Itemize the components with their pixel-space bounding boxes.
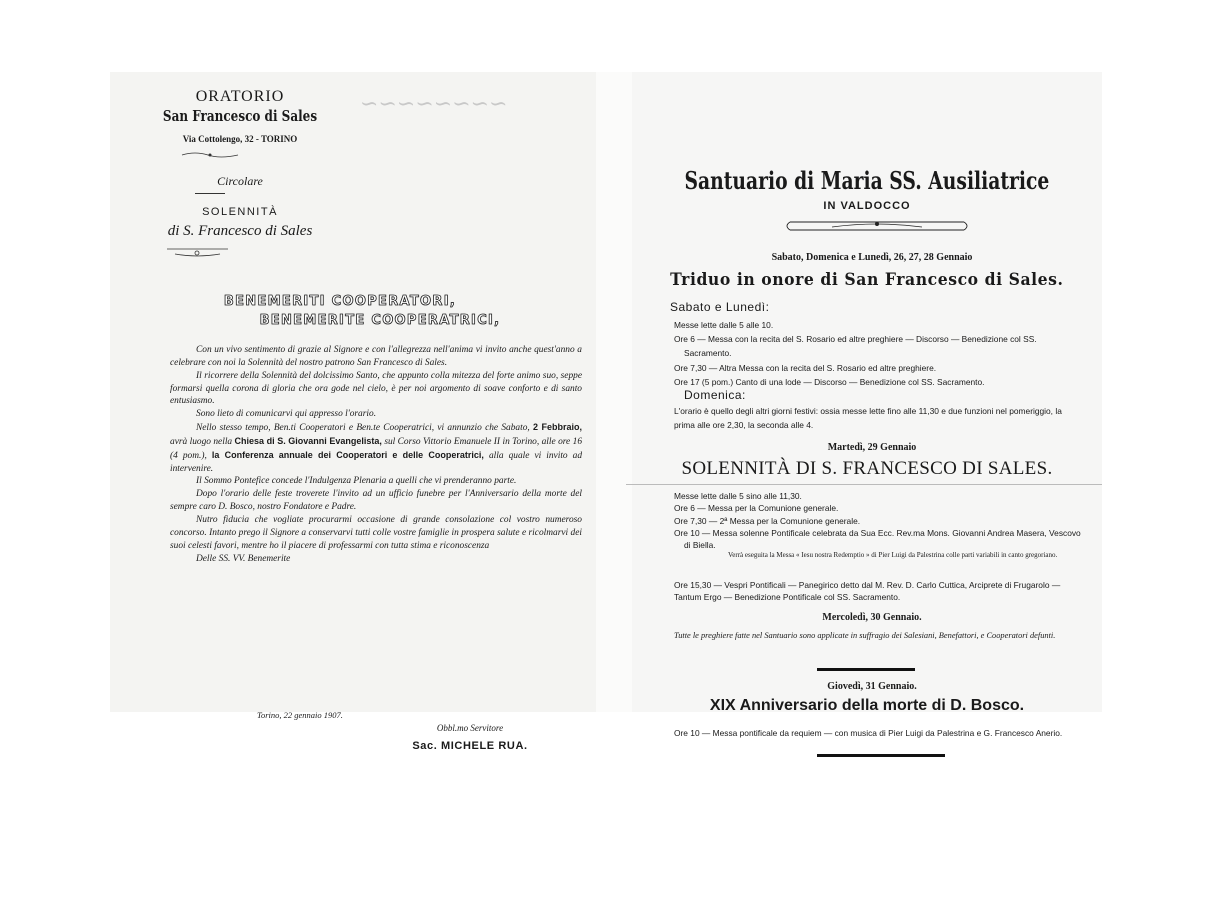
bold-text: 2 Febbraio, xyxy=(533,422,582,433)
org-subtitle: San Francesco di Sales xyxy=(162,107,318,125)
schedule-item: Ore 17 (5 pom.) Canto di una lode — Discorso — Benedizione col SS. Sacramento. xyxy=(674,376,985,387)
schedule-item: Ore 6 — Messa per la Comunione generale. xyxy=(674,503,839,514)
signer: Sac. MICHELE RUA. xyxy=(412,740,528,752)
music-note: Verrà eseguita la Messa « Iesu nostra Redemptio » di Pier Luigi da Palestrina colle parti variabili in canto gregoriano. xyxy=(728,551,1058,559)
org-address: Via Cottolengo, 32 - TORINO xyxy=(182,134,298,144)
left-page xyxy=(110,72,596,752)
paragraph: Sono lieto di comunicarvi qui appresso l'orario. xyxy=(196,409,377,420)
schedule-item: Ore 6 — Messa con la recita del S. Rosario ed altre preghiere — Discorso — Benedizione col SS. Sacramento. xyxy=(674,334,1037,359)
salutation-line-1: BENEMERITI COOPERATORI, xyxy=(223,294,457,309)
text: Nello stesso tempo, Ben.ti Cooperatori e Ben.te Cooperatrici, vi annunzio che Sabato, xyxy=(196,423,530,434)
divider-bar xyxy=(817,754,945,757)
solennita-heading: SOLENNITÀ DI S. FRANCESCO DI SALES. xyxy=(681,458,1053,479)
paragraph: Con un vivo sentimento di grazie al Signore e con l'allegrezza nell'anima vi invito anche quest'anno a celebrare con noi la Solennità del nostro patrono San Francesco di Sales. xyxy=(170,345,582,368)
paragraph xyxy=(170,421,582,475)
martedi-schedule xyxy=(674,490,1084,551)
paragraph: Delle SS. VV. Benemerite xyxy=(196,553,291,564)
schedule-item: Ore 7,30 — 2ª Messa per la Comunione generale. xyxy=(674,515,861,526)
page-gutter xyxy=(596,72,632,712)
paragraph: Dopo l'orario delle feste troverete l'invito ad un ufficio funebre per l'Anniversario della morte del sempre caro D. Bosco, nostro Fondatore e Padre. xyxy=(170,489,582,513)
letter-body xyxy=(170,344,582,565)
mercoledi-date: Mercoledì, 30 Gennaio. xyxy=(822,612,922,623)
sanctuary-location: IN VALDOCCO xyxy=(823,200,911,212)
anniversary-schedule: Ore 10 — Messa pontificale da requiem — con musica di Pier Luigi da Palestrina e G. Francesco Anerio. xyxy=(674,728,1063,738)
ornament-divider xyxy=(180,150,240,160)
servitore: Obbl.mo Servitore xyxy=(436,723,504,733)
schedule-item: Ore 10 — Messa solenne Pontificale celebrata da Sua Ecc. Rev.ma Mons. Giovanni Andrea Masera, Vescovo di Biella. xyxy=(674,527,1081,551)
ornament-divider xyxy=(165,246,230,258)
sabato-heading: Sabato e Lunedì: xyxy=(670,300,770,314)
text: alla quale vi invito ad intervenire. xyxy=(170,450,583,474)
divider-bar xyxy=(817,668,915,671)
org-name: ORATORIO xyxy=(195,88,285,105)
divider xyxy=(626,484,1102,485)
divider xyxy=(195,193,225,194)
solennita-label: SOLENNITÀ xyxy=(202,206,278,218)
ornament-divider xyxy=(782,218,972,234)
schedule-item: Ore 15,30 — Vespri Pontificali — Panegirico detto dal M. Rev. D. Carlo Cuttica, Arciprete di Frugarolo — Tantum Ergo — Benedizione Pontificale col SS. Sacramento. xyxy=(674,580,1061,603)
title-text: Santuario di Maria SS. Ausiliatrice xyxy=(684,166,1050,195)
triduo-dates: Sabato, Domenica e Lunedì, 26, 27, 28 Gennaio xyxy=(771,252,973,263)
schedule-item: Ore 7,30 — Altra Messa con la recita del S. Rosario ed altre preghiere. xyxy=(674,362,937,373)
paragraph: Il Sommo Pontefice concede l'Indulgenza Plenaria a quelli che vi prenderanno parte. xyxy=(196,476,517,487)
sanctuary-title xyxy=(632,166,1102,196)
sabato-schedule xyxy=(674,318,1084,389)
paragraph: Nutro fiducia che vogliate procurarmi occasione di grande consolazione col vostro numeroso concorso. Intanto prego il Signore a conservarvi tutti colle vostre famiglie in prospera salute e ricolmarvi dei suoi celesti favori, mentre ho il piacere di professarmi con tutta stima e riconoscenza xyxy=(170,514,582,551)
domenica-schedule: L'orario è quello degli altri giorni festivi: ossia messe lette fino alle 11,30 e due funzioni nel pomeriggio, la prima alle ore 2,30, la seconda alle 4. xyxy=(674,406,1062,430)
martedi-date: Martedì, 29 Gennaio xyxy=(827,442,917,453)
text: avrà luogo nella xyxy=(170,436,233,447)
triduo-text: Triduo in onore di San Francesco di Sales. xyxy=(670,270,1064,290)
suffragio-text: Tutte le preghiere fatte nel Santuario sono applicate in suffragio dei Salesiani, Benefattori, e Cooperatori defunti. xyxy=(674,631,1056,640)
domenica-heading: Domenica: xyxy=(684,388,746,402)
right-page xyxy=(632,72,1102,738)
salutation-line-2: BENEMERITE COOPERATRICI, xyxy=(259,313,501,328)
schedule-item: Messe lette dalle 5 alle 10. xyxy=(674,320,774,330)
text: sul Corso Vittorio Emanuele II in Torino, alle ore 16 (4 pom.), xyxy=(170,436,583,461)
letter-date: Torino, 22 gennaio 1907. xyxy=(257,710,343,720)
schedule-item: Messe lette dalle 5 sino alle 11,30. xyxy=(674,491,802,501)
circolare-label: Circolare xyxy=(217,174,263,188)
paragraph: Il ricorrere della Solennità del dolcissimo Santo, che appunto colla mitezza del forte animo suo, seppe formarsi quella corona di gloria che ora gode nel cielo, è per noi argomento di soave conforto e di santo entusiasmo. xyxy=(170,370,582,407)
triduo-title xyxy=(652,270,1082,290)
vespri-schedule xyxy=(674,579,1084,604)
bleed-through-title: ~~~~~~~~ xyxy=(360,92,508,117)
bold-text: Chiesa di S. Giovanni Evangelista, xyxy=(234,435,382,446)
giovedi-date: Giovedì, 31 Gennaio. xyxy=(827,681,917,692)
saint-name: di S. Francesco di Sales xyxy=(167,223,313,239)
anniversary-heading: XIX Anniversario della morte di D. Bosco. xyxy=(709,697,1025,714)
bold-text: la Conferenza annuale dei Cooperatori e delle Cooperatrici, xyxy=(211,449,484,460)
